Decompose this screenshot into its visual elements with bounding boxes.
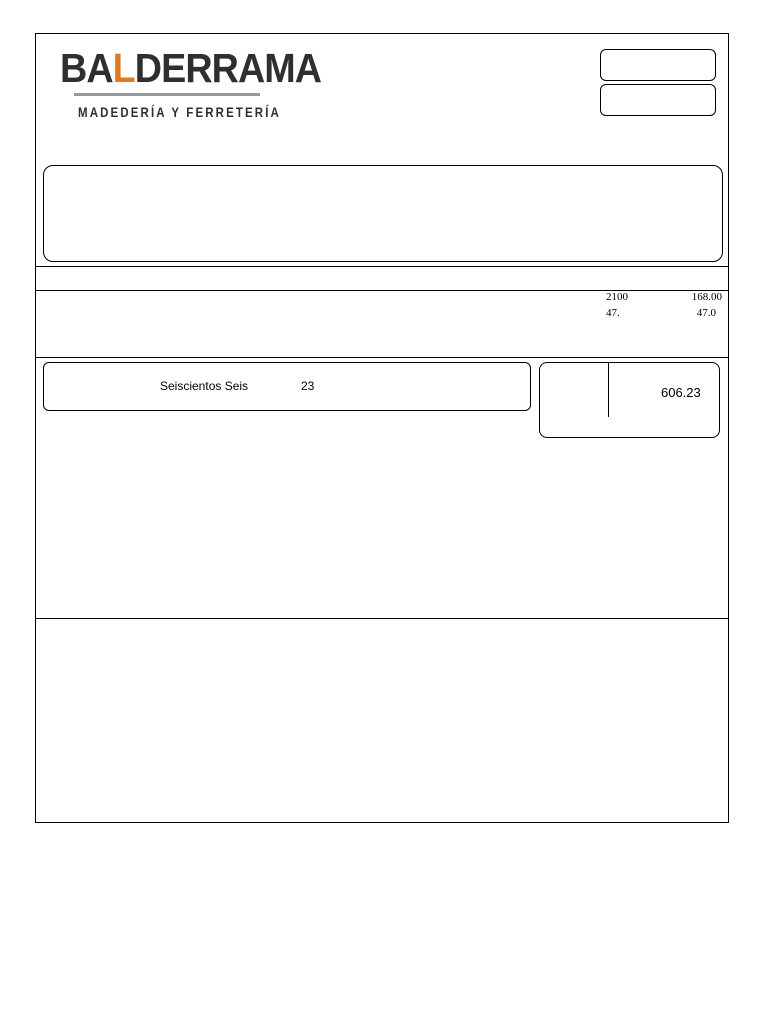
- item-amount: 168.00: [691, 291, 722, 303]
- invoice-number-box: [600, 49, 716, 81]
- logo-underline: [74, 93, 260, 96]
- total-box-divider: [608, 362, 609, 417]
- total-amount: 606.23: [661, 385, 701, 400]
- logo-wordmark: BALDERRAMA: [60, 45, 322, 91]
- section-divider-3: [35, 357, 729, 358]
- total-box: [539, 362, 720, 438]
- amount-cents: 23: [301, 379, 315, 393]
- amount-in-words-box: [43, 362, 531, 411]
- section-divider-4: [35, 618, 729, 619]
- amount-in-words: Seiscientos Seis: [160, 379, 249, 393]
- company-logo: [60, 45, 322, 126]
- item-amount: 47.0: [696, 307, 716, 319]
- section-divider-1: [35, 266, 729, 267]
- logo-tagline: MADEDERÍA Y FERRETERÍA: [78, 104, 281, 120]
- item-qty: 2100: [606, 291, 628, 303]
- item-qty: 47.: [606, 307, 620, 319]
- invoice-date-box: [600, 84, 716, 116]
- customer-info-box: [43, 165, 723, 262]
